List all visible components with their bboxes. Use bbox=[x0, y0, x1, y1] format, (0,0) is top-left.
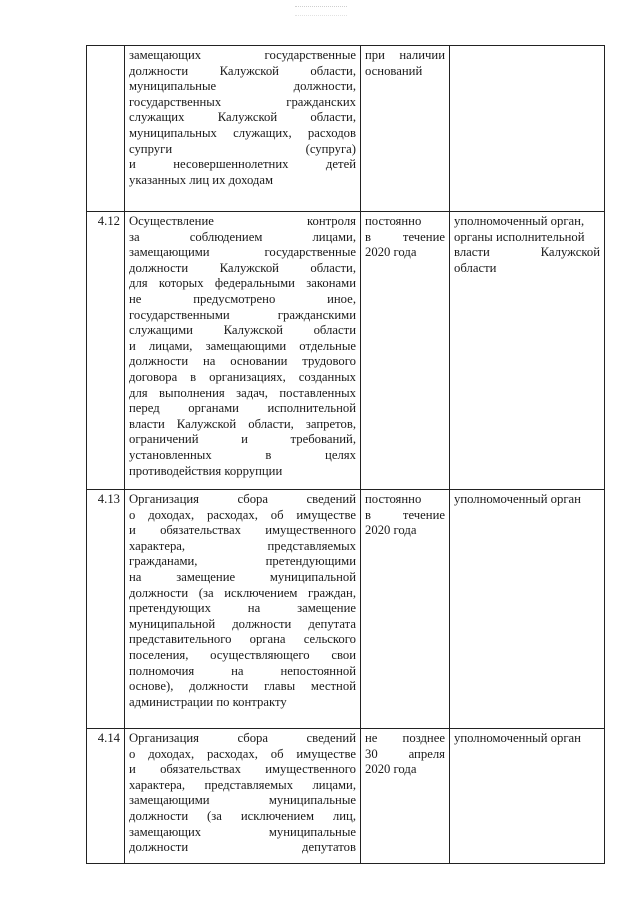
action-line: поселения, осуществляющего свои bbox=[129, 647, 356, 662]
action-line: претендующих на замещение bbox=[129, 601, 356, 616]
action-line: супруги (супруга) bbox=[129, 141, 356, 156]
term-line: при наличии bbox=[365, 48, 445, 62]
action-line: и лицами, замещающими отдельные bbox=[129, 338, 356, 353]
action-line: должности депутатов bbox=[129, 840, 356, 855]
responsible-line: области bbox=[454, 260, 497, 275]
term-cell bbox=[361, 490, 450, 729]
term-line: постоянно bbox=[365, 492, 422, 506]
table-row-4-13 bbox=[87, 490, 605, 729]
action-cell bbox=[125, 212, 361, 490]
action-line: должности на основании трудового bbox=[129, 354, 356, 369]
action-line: о доходах, расходах, об имуществе bbox=[129, 507, 356, 522]
term-cell bbox=[361, 729, 450, 864]
term-line: не позднее bbox=[365, 731, 445, 745]
term-line: 2020 года bbox=[365, 245, 417, 260]
action-line: за соблюдением лицами, bbox=[129, 229, 356, 244]
measures-table-body bbox=[87, 46, 605, 864]
action-line: замещающих государственные bbox=[129, 48, 356, 62]
action-cell bbox=[125, 490, 361, 729]
action-line: для выполнения задач, поставленных bbox=[129, 385, 356, 400]
action-line: должности Калужской области, bbox=[129, 63, 356, 78]
term-line: постоянно bbox=[365, 214, 422, 228]
term-line: 30 апреля bbox=[365, 746, 445, 761]
action-line: противодействия коррупции bbox=[129, 463, 283, 478]
action-line: служащих Калужской области, bbox=[129, 110, 356, 125]
action-line: Осуществление контроля bbox=[129, 214, 356, 228]
action-line: муниципальные должности, bbox=[129, 79, 356, 94]
term-line: в течение bbox=[365, 507, 445, 522]
action-line: муниципальных служащих, расходов bbox=[129, 125, 356, 140]
action-line: замещающими государственные bbox=[129, 245, 356, 260]
term-line: оснований bbox=[365, 63, 423, 78]
action-line: должности (за исключением граждан, bbox=[129, 585, 356, 600]
action-line: и несовершеннолетних детей bbox=[129, 157, 356, 172]
term-line: в течение bbox=[365, 229, 445, 244]
action-line: государственными гражданскими bbox=[129, 307, 356, 322]
row-number bbox=[87, 46, 125, 212]
table-row-4-14 bbox=[87, 729, 605, 864]
action-line: служащими Калужской области bbox=[129, 323, 356, 338]
action-line: представительного органа сельского bbox=[129, 632, 356, 647]
action-line: договора в организациях, созданных bbox=[129, 369, 356, 384]
action-cell bbox=[125, 729, 361, 864]
action-line: характера, представляемых лицами, bbox=[129, 777, 356, 792]
action-line: администрации по контракту bbox=[129, 694, 287, 709]
action-line: на замещение муниципальной bbox=[129, 569, 356, 584]
term-cell bbox=[361, 212, 450, 490]
responsible-line: уполномоченный орган bbox=[454, 492, 581, 506]
action-line: государственных гражданских bbox=[129, 94, 356, 109]
responsible-cell bbox=[450, 212, 605, 490]
action-line: ограничений и требований, bbox=[129, 432, 356, 447]
responsible-line: органы исполнительной bbox=[454, 229, 585, 244]
table-row-4-12 bbox=[87, 212, 605, 490]
term-line: 2020 года bbox=[365, 523, 417, 538]
responsible-line: уполномоченный орган, bbox=[454, 214, 585, 228]
action-line: установленных в целях bbox=[129, 447, 356, 462]
action-line: характера, представляемых bbox=[129, 538, 356, 553]
action-line: для которых федеральными законами bbox=[129, 276, 356, 291]
action-line: Организация сбора сведений bbox=[129, 492, 356, 506]
action-line: полномочия на непостоянной bbox=[129, 663, 356, 678]
action-line: замещающими муниципальные bbox=[129, 793, 356, 808]
responsible-cell bbox=[450, 46, 605, 212]
action-line: гражданами, претендующими bbox=[129, 554, 356, 569]
page-header-mark bbox=[295, 6, 347, 16]
action-line: и обязательствах имущественного bbox=[129, 523, 356, 538]
action-line: о доходах, расходах, об имуществе bbox=[129, 746, 356, 761]
action-line: муниципальной должности депутата bbox=[129, 616, 356, 631]
action-line: власти Калужской области, запретов, bbox=[129, 416, 356, 431]
responsible-line: уполномоченный орган bbox=[454, 731, 581, 745]
table-row-continuation bbox=[87, 46, 605, 212]
action-line: замещающих муниципальные bbox=[129, 824, 356, 839]
action-line: должности Калужской области, bbox=[129, 260, 356, 275]
action-line: не предусмотрено иное, bbox=[129, 291, 356, 306]
term-line: 2020 года bbox=[365, 762, 417, 777]
action-line: и обязательствах имущественного bbox=[129, 762, 356, 777]
action-line: должности (за исключением лиц, bbox=[129, 808, 356, 823]
action-line: указанных лиц их доходам bbox=[129, 172, 274, 187]
action-cell bbox=[125, 46, 361, 212]
row-number: 4.12 bbox=[87, 212, 125, 490]
row-number: 4.14 bbox=[87, 729, 125, 864]
measures-table bbox=[86, 45, 605, 864]
responsible-cell bbox=[450, 729, 605, 864]
action-line: основе), должности главы местной bbox=[129, 679, 356, 694]
action-line: перед органами исполнительной bbox=[129, 401, 356, 416]
action-line: Организация сбора сведений bbox=[129, 731, 356, 745]
responsible-line: власти Калужской bbox=[454, 245, 600, 260]
responsible-cell bbox=[450, 490, 605, 729]
term-cell bbox=[361, 46, 450, 212]
row-number: 4.13 bbox=[87, 490, 125, 729]
